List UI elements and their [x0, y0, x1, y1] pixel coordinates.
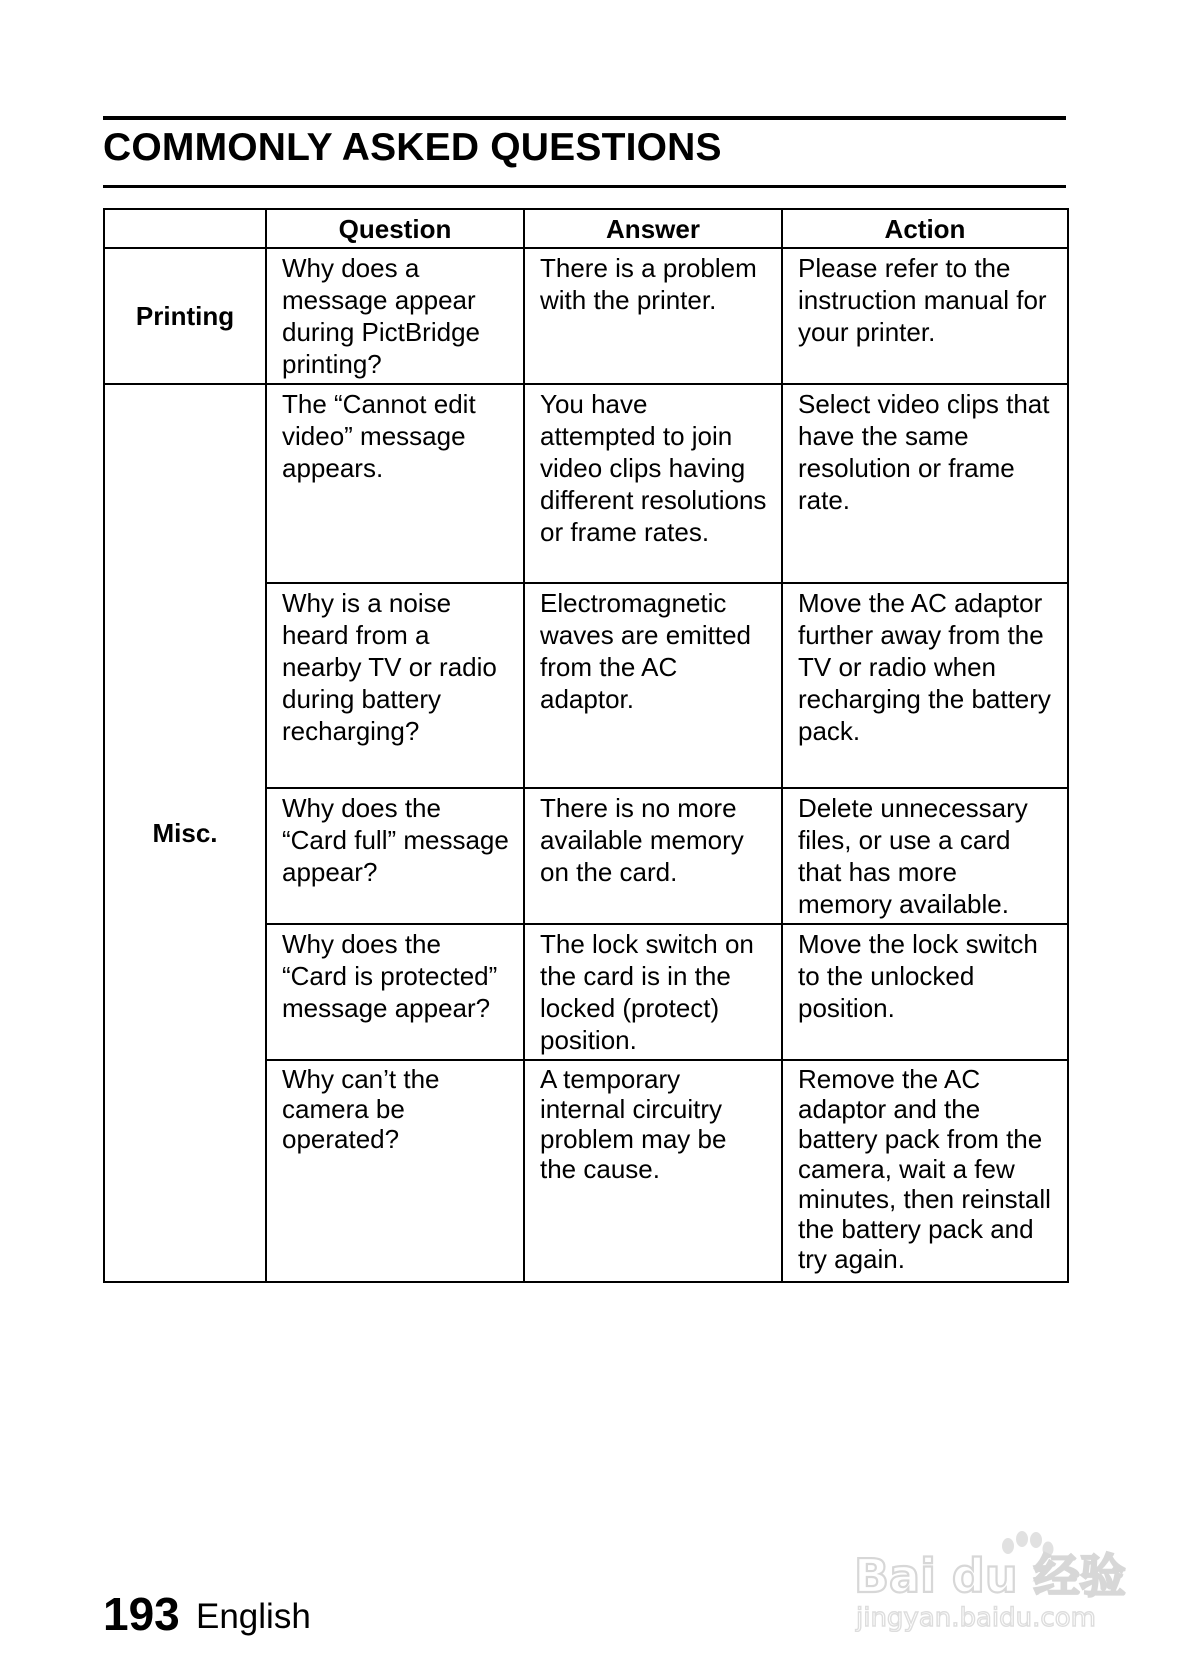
question-cell: Why does the “Card full” message appear? [266, 788, 524, 924]
page-language: English [196, 1597, 311, 1636]
question-cell: The “Cannot edit video” message appears. [266, 384, 524, 583]
watermark-url-text: jingyan.baidu.com [856, 1603, 1096, 1632]
page-title: COMMONLY ASKED QUESTIONS [103, 126, 722, 169]
header-category [104, 209, 266, 248]
action-cell: Move the lock switch to the unlocked position. [782, 924, 1068, 1060]
faq-table [103, 208, 1069, 1283]
watermark-brand-text: Bai du 经验 [854, 1549, 1126, 1603]
answer-cell: There is no more available memory on the card. [524, 788, 782, 924]
action-cell: Delete unnecessary files, or use a card that has more memory available. [782, 788, 1068, 924]
action-cell: Move the AC adaptor further away from the TV or radio when recharging the battery pack. [782, 583, 1068, 788]
baidu-watermark-logo [852, 1522, 1132, 1632]
question-cell: Why can’t the camera be operated? [266, 1060, 524, 1282]
question-cell: Why is a noise heard from a nearby TV or radio during battery recharging? [266, 583, 524, 788]
action-cell: Select video clips that have the same resolution or frame rate. [782, 384, 1068, 583]
answer-cell: A temporary internal circuitry problem may be the cause. [524, 1060, 782, 1282]
title-rule-top [103, 116, 1066, 120]
question-cell: Why does a message appear during PictBridge printing? [266, 248, 524, 384]
answer-cell: You have attempted to join video clips having different resolutions or frame rates. [524, 384, 782, 583]
table-header-row [104, 209, 1068, 248]
page-number: 193 [103, 1588, 180, 1640]
header-action: Action [782, 209, 1068, 248]
header-question: Question [266, 209, 524, 248]
table-row [104, 248, 1068, 384]
action-cell: Please refer to the instruction manual for your printer. [782, 248, 1068, 384]
question-cell: Why does the “Card is protected” message appear? [266, 924, 524, 1060]
answer-cell: There is a problem with the printer. [524, 248, 782, 384]
category-printing: Printing [104, 248, 266, 384]
answer-cell: Electromagnetic waves are emitted from the AC adaptor. [524, 583, 782, 788]
table-row [104, 384, 1068, 583]
action-cell: Remove the AC adaptor and the battery pack from the camera, wait a few minutes, then reinstall the battery pack and try again. [782, 1060, 1068, 1282]
header-answer: Answer [524, 209, 782, 248]
category-misc: Misc. [104, 384, 266, 1282]
title-rule-bottom [103, 185, 1066, 188]
answer-cell: The lock switch on the card is in the locked (protect) position. [524, 924, 782, 1060]
